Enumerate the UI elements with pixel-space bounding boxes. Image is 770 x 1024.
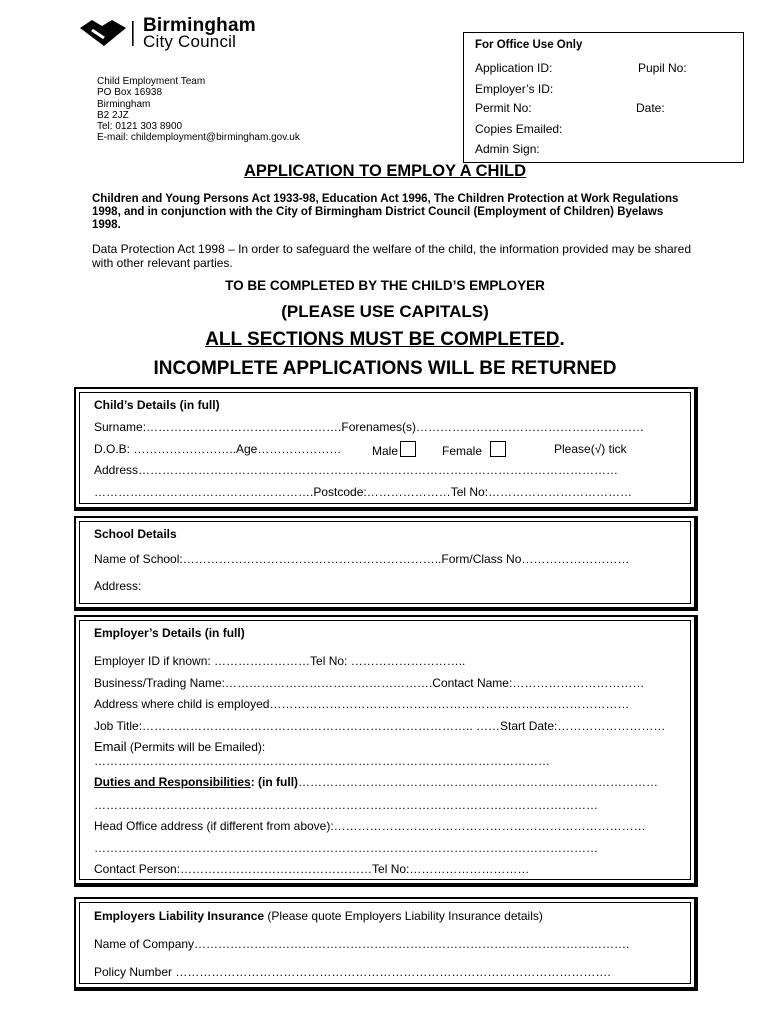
address-line: Child Employment Team [97,76,206,87]
female-option [442,441,506,458]
birmingham-logo-icon [78,18,138,48]
copies-emailed-field[interactable]: Copies Emailed: [475,122,563,136]
duties-label: Duties and Responsibilities [94,775,251,789]
data-protection-text: Data Protection Act 1998 – In order to safeguard the welfare of the child, the information provided may be shared with other relevant parties. [92,242,692,270]
contact-person-tel-fields[interactable]: Contact Person:…………………………………………Tel No:………………………… [94,862,530,876]
duties-dots: ……………………………………………………………………………… [298,775,659,789]
business-contact-fields[interactable]: Business/Trading Name:…………………………………………….Contact Name:…………………………… [94,676,645,690]
female-checkbox[interactable] [490,441,506,457]
pupil-no-field[interactable]: Pupil No: [638,61,687,75]
policy-number-field[interactable]: Policy Number ………………………………………………………………………………………………. [94,965,611,979]
child-details-heading: Child’s Details (in full) [94,398,220,412]
permit-no-field[interactable]: Permit No: [475,101,532,115]
email-label [94,739,265,754]
email-note: (Permits will be Emailed): [126,740,266,754]
duties-continuation-field[interactable]: ……………………………………………………………………………………………………………… [94,798,598,812]
employer-id-tel-fields[interactable]: Employer ID if known: ……………………Tel No: ……………………….. [94,654,466,668]
insurance-section [74,897,698,991]
duties-field[interactable] [94,775,658,789]
legislation-text: Children and Young Persons Act 1933-98, Education Act 1996, The Children Protection at Work Regulations 1998, and in conjunction with the City of Birmingham District Council (Employment of Children) Byelaws 1998. [92,193,679,231]
school-details-section [74,516,698,611]
address-line: E-mail: childemployment@birmingham.gov.uk [97,132,300,144]
employer-details-heading: Employer’s Details (in full) [94,626,245,640]
address-line: B2 2JZ [97,109,129,121]
instruction-capitals: (PLEASE USE CAPITALS) [281,302,489,321]
instruction-completed-by: TO BE COMPLETED BY THE CHILD’S EMPLOYER [225,278,545,293]
all-sections-period: . [559,329,565,350]
contact-address [97,76,300,144]
insurance-company-field[interactable]: Name of Company………………………………………………………………………………………………. [94,937,630,951]
child-details-section [74,387,698,511]
email-field[interactable]: …………………………………………………………………………………………………… [94,754,550,768]
school-details-heading: School Details [94,527,177,541]
female-label: Female [442,444,483,458]
child-postcode-tel-fields[interactable]: ……………………………………………….Postcode:…………………Tel No:……………………………… [94,485,633,499]
duties-in-full: : (in full) [250,775,299,789]
job-title-start-date-fields[interactable]: Job Title:……………………………………………………………………….. ……Start Date:……………………… [94,719,666,733]
page-title: APPLICATION TO EMPLOY A CHILD [243,162,527,180]
school-address-field[interactable]: Address: [94,579,142,593]
child-address-field[interactable]: Address………………………………………………………………………………………………………… [94,463,619,477]
head-office-address-field[interactable]: Head Office address (if different from above):…………………………………………………………………… [94,819,646,833]
office-use-box [463,32,744,163]
child-name-fields[interactable]: Surname:………………………………………….Forenames(s)………………………………………………… [94,420,645,434]
male-checkbox[interactable] [400,441,416,457]
office-use-title: For Office Use Only [475,39,583,51]
employer-details-section [74,615,698,887]
admin-sign-field[interactable]: Admin Sign: [475,142,540,156]
email-word: Email [94,739,127,754]
male-option [372,441,416,458]
child-dob-age-fields[interactable]: D.O.B: ……………………..Age………………… [94,442,342,456]
instruction-all-sections [0,329,770,351]
school-name-form-fields[interactable]: Name of School:………………………………………………………..Form/Class No……………………… [94,552,630,566]
instruction-incomplete: INCOMPLETE APPLICATIONS WILL BE RETURNED [153,358,617,379]
application-id-field[interactable]: Application ID: [475,61,553,75]
logo-city-council: City Council [143,32,237,51]
male-label: Male [372,444,399,458]
employer-id-field[interactable]: Employer’s ID: [475,82,554,96]
insurance-heading-bold: Employers Liability Insurance [94,909,265,923]
employment-address-field[interactable]: Address where child is employed……………………………………………………………………………… [94,697,630,711]
head-office-continuation-field[interactable]: ……………………………………………………………………………………………………………… [94,841,598,855]
address-line: PO Box 16938 [97,87,163,99]
logo-birmingham: Birmingham [143,15,256,36]
please-tick-note: Please(√) tick [554,442,627,456]
insurance-heading [94,909,543,923]
address-line: Birmingham [97,98,151,110]
date-field[interactable]: Date: [636,101,665,115]
all-sections-text: ALL SECTIONS MUST BE COMPLETED [205,329,560,350]
insurance-heading-note: (Please quote Employers Liability Insurance details) [264,909,543,923]
address-line: Tel: 0121 303 8900 [97,121,183,133]
